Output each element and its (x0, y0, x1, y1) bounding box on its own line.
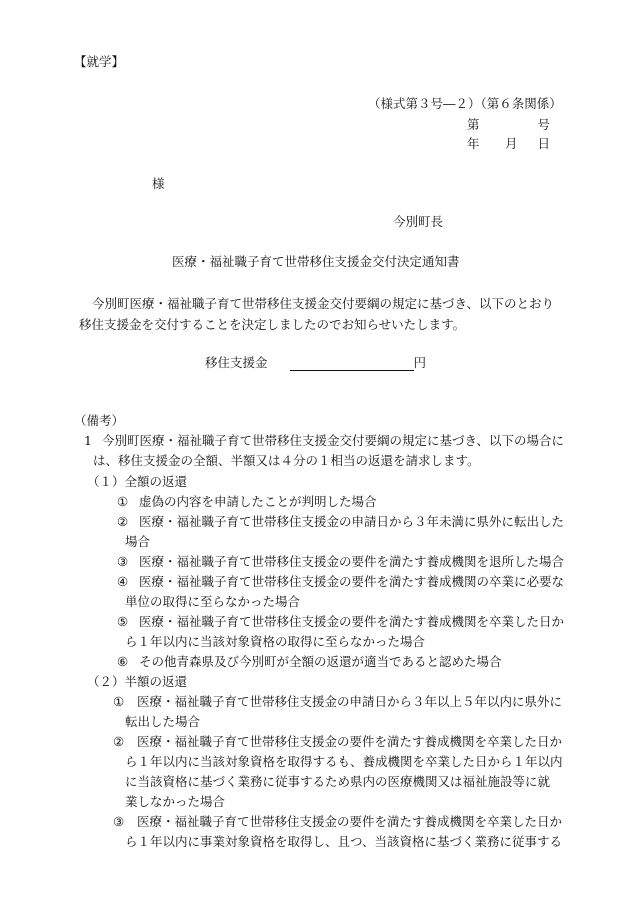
list-item-text: 医療・福祉職子育て世帯移住支援金の申請日から３年以上５年以内に県外に (137, 694, 563, 709)
list-item-text: 場合 (125, 534, 151, 549)
doc-number-go: 号 (537, 117, 550, 132)
remark-item-line: は、移住支援金の全額、半額又は４分の１相当の返還を請求します。 (93, 453, 480, 468)
list-item-number: ⑥ (117, 654, 129, 669)
list-item-text: ら１年以内に当該対象資格を取得するも、養成機関を卒業した日から１年以内 (125, 754, 563, 769)
list-item-number: ② (113, 734, 125, 749)
amount-label: 移住支援金 (205, 355, 268, 370)
list-item-text: その他青森県及び今別町が全額の返還が適当であると認めた場合 (139, 654, 502, 669)
date-day: 日 (537, 136, 550, 151)
remark-item-line: 今別町医療・福祉職子育て世帯移住支援金交付要綱の規定に基づき、以下の場合に (102, 433, 565, 448)
amount-blank-line (290, 357, 414, 371)
date-month: 月 (505, 136, 518, 151)
full-refund-heading: （１）全額の返還 (87, 474, 188, 489)
half-refund-heading: （２）半額の返還 (87, 674, 188, 689)
list-item-text: 医療・福祉職子育て世帯移住支援金の要件を満たす養成機関を退所した場合 (139, 554, 565, 569)
doc-number-dai: 第 (467, 117, 480, 132)
list-item-text: 転出した場合 (125, 714, 201, 729)
list-item-number: ② (117, 514, 129, 529)
issuer: 今別町長 (393, 214, 444, 229)
list-item-number: ③ (117, 554, 129, 569)
list-item-number: ③ (113, 814, 125, 829)
list-item-text: 業しなかった場合 (125, 794, 226, 809)
date-year: 年 (467, 136, 480, 151)
list-item-text: 単位の取得に至らなかった場合 (125, 594, 301, 609)
list-item-text: 医療・福祉職子育て世帯移住支援金の要件を満たす養成機関を卒業した日か (137, 734, 563, 749)
list-item-text: 医療・福祉職子育て世帯移住支援金の要件を満たす養成機関を卒業した日か (137, 814, 563, 829)
form-number: （様式第３号―２）（第６条関係） (368, 96, 562, 111)
remarks-heading: （備考） (74, 413, 125, 428)
body-paragraph: 今別町医療・福祉職子育て世帯移住支援金交付要綱の規定に基づき、以下のとおり移住支援金を交付することを決定しましたのでお知らせいたします。 (79, 296, 555, 332)
list-item-text: に当該資格に基づく業務に従事するため県内の医療機関又は福祉施設等に就 (125, 774, 551, 789)
remark-item-number: 1 (84, 433, 92, 448)
list-item-number: ① (117, 494, 129, 509)
list-item-text: ら１年以内に当該対象資格の取得に至らなかった場合 (125, 634, 426, 649)
addressee: 様 (152, 176, 165, 191)
list-item-number: ④ (117, 574, 129, 589)
list-item-text: 虚偽の内容を申請したことが判明した場合 (139, 494, 377, 509)
list-item-text: 医療・福祉職子育て世帯移住支援金の要件を満たす養成機関を卒業した日か (139, 614, 565, 629)
document-title: 医療・福祉職子育て世帯移住支援金交付決定通知書 (172, 254, 460, 269)
list-item-text: ら１年以内に事業対象資格を取得し、且つ、当該資格に基づく業務に従事する (125, 834, 563, 849)
list-item-text: 医療・福祉職子育て世帯移住支援金の要件を満たす養成機関の卒業に必要な (139, 574, 565, 589)
amount-row (205, 353, 426, 371)
header-tag: 【就学】 (74, 54, 125, 69)
list-item-number: ① (113, 694, 125, 709)
list-item-text: 医療・福祉職子育て世帯移住支援金の申請日から３年未満に県外に転出した (139, 514, 565, 529)
amount-unit: 円 (413, 355, 427, 370)
list-item-number: ⑤ (117, 614, 129, 629)
